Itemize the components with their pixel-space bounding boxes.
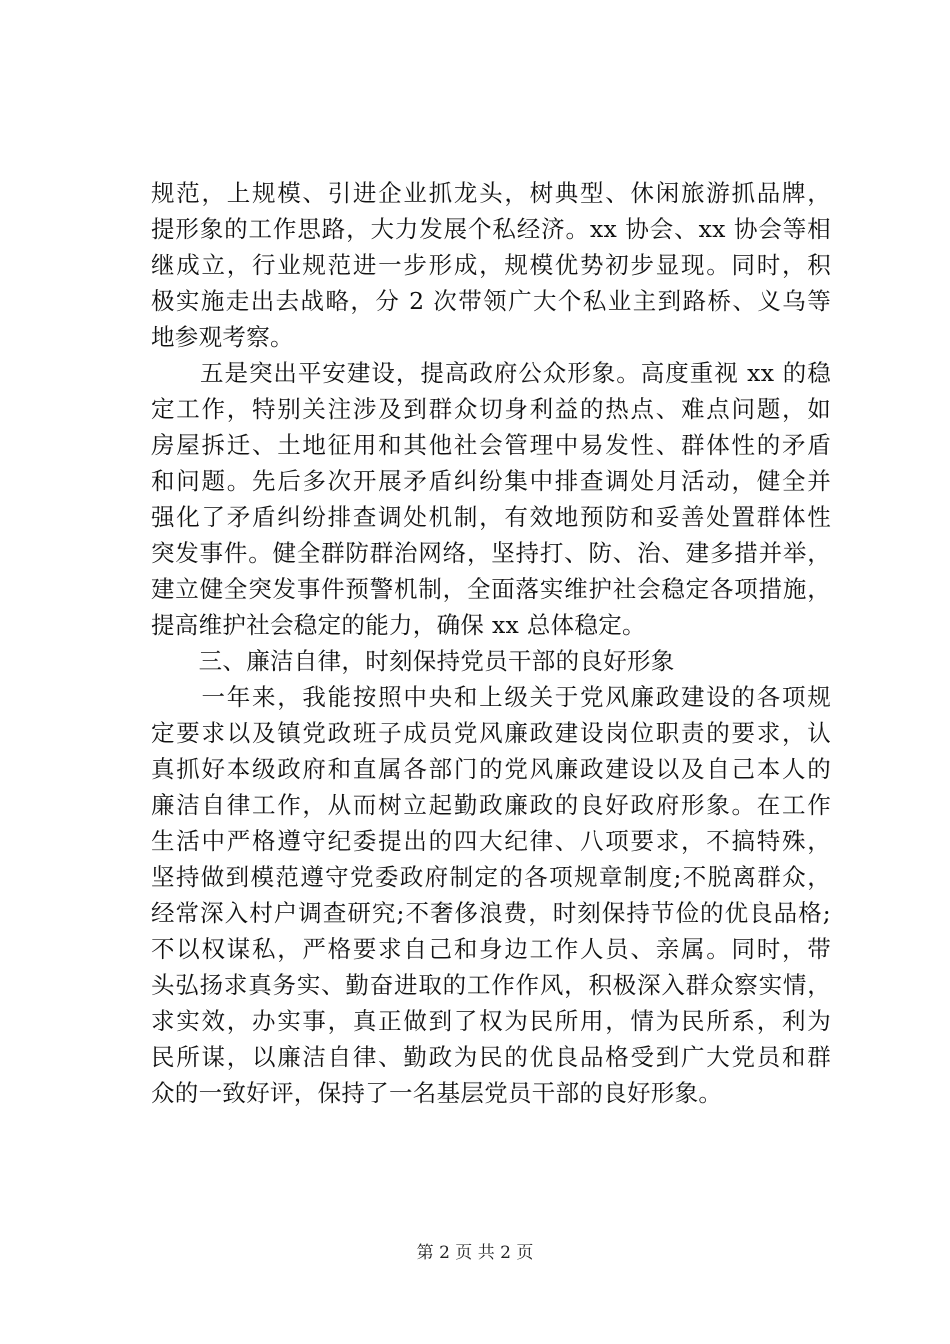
text-line: 提高维护社会稳定的能力，确保 xx 总体稳定。 — [151, 611, 646, 639]
paragraph-start-line: 五是突出平安建设，提高政府公众形象。高度重视 xx 的稳 — [151, 359, 831, 387]
text-line: 生活中严格遵守纪委提出的四大纪律、八项要求，不搞特殊， — [151, 827, 831, 855]
text-line: 头弘扬求真务实、勤奋进取的工作作风，积极深入群众察实情， — [151, 971, 831, 999]
text-line: 提形象的工作思路，大力发展个私经济。xx 协会、xx 协会等相 — [151, 215, 831, 243]
text-line: 定工作，特别关注涉及到群众切身利益的热点、难点问题，如 — [151, 395, 831, 423]
text-line: 不以权谋私，严格要求自己和身边工作人员、亲属。同时，带 — [151, 935, 831, 963]
text-line: 真抓好本级政府和直属各部门的党风廉政建设以及自己本人的 — [151, 755, 831, 783]
text-line: 强化了矛盾纠纷排查调处机制，有效地预防和妥善处置群体性 — [151, 503, 831, 531]
text-line: 民所谋，以廉洁自律、勤政为民的优良品格受到广大党员和群 — [151, 1043, 831, 1071]
text-line: 房屋拆迁、土地征用和其他社会管理中易发性、群体性的矛盾 — [151, 431, 831, 459]
text-line: 廉洁自律工作，从而树立起勤政廉政的良好政府形象。在工作 — [151, 791, 831, 819]
text-line: 建立健全突发事件预警机制，全面落实维护社会稳定各项措施， — [151, 575, 831, 603]
page-footer: 第 2 页 共 2 页 — [416, 1243, 534, 1263]
text-line: 求实效，办实事，真正做到了权为民所用，情为民所系，利为 — [151, 1007, 831, 1035]
section-heading: 三、廉洁自律，时刻保持党员干部的良好形象 — [151, 647, 675, 675]
text-line: 极实施走出去战略，分 2 次带领广大个私业主到路桥、义乌等 — [151, 287, 831, 315]
text-line: 地参观考察。 — [151, 323, 294, 351]
text-line: 定要求以及镇党政班子成员党风廉政建设岗位职责的要求，认 — [151, 719, 831, 747]
paragraph-start-line: 一年来，我能按照中央和上级关于党风廉政建设的各项规 — [151, 683, 831, 711]
text-line: 和问题。先后多次开展矛盾纠纷集中排查调处月活动，健全并 — [151, 467, 831, 495]
text-line: 突发事件。健全群防群治网络，坚持打、防、治、建多措并举， — [151, 539, 831, 567]
text-line: 规范，上规模、引进企业抓龙头，树典型、休闲旅游抓品牌， — [151, 179, 831, 207]
text-line: 经常深入村户调查研究;不奢侈浪费，时刻保持节俭的优良品格; — [151, 899, 831, 927]
text-line: 继成立，行业规范进一步形成，规模优势初步显现。同时，积 — [151, 251, 831, 279]
text-line: 众的一致好评，保持了一名基层党员干部的良好形象。 — [151, 1079, 723, 1107]
text-line: 坚持做到模范遵守党委政府制定的各项规章制度;不脱离群众， — [151, 863, 831, 891]
